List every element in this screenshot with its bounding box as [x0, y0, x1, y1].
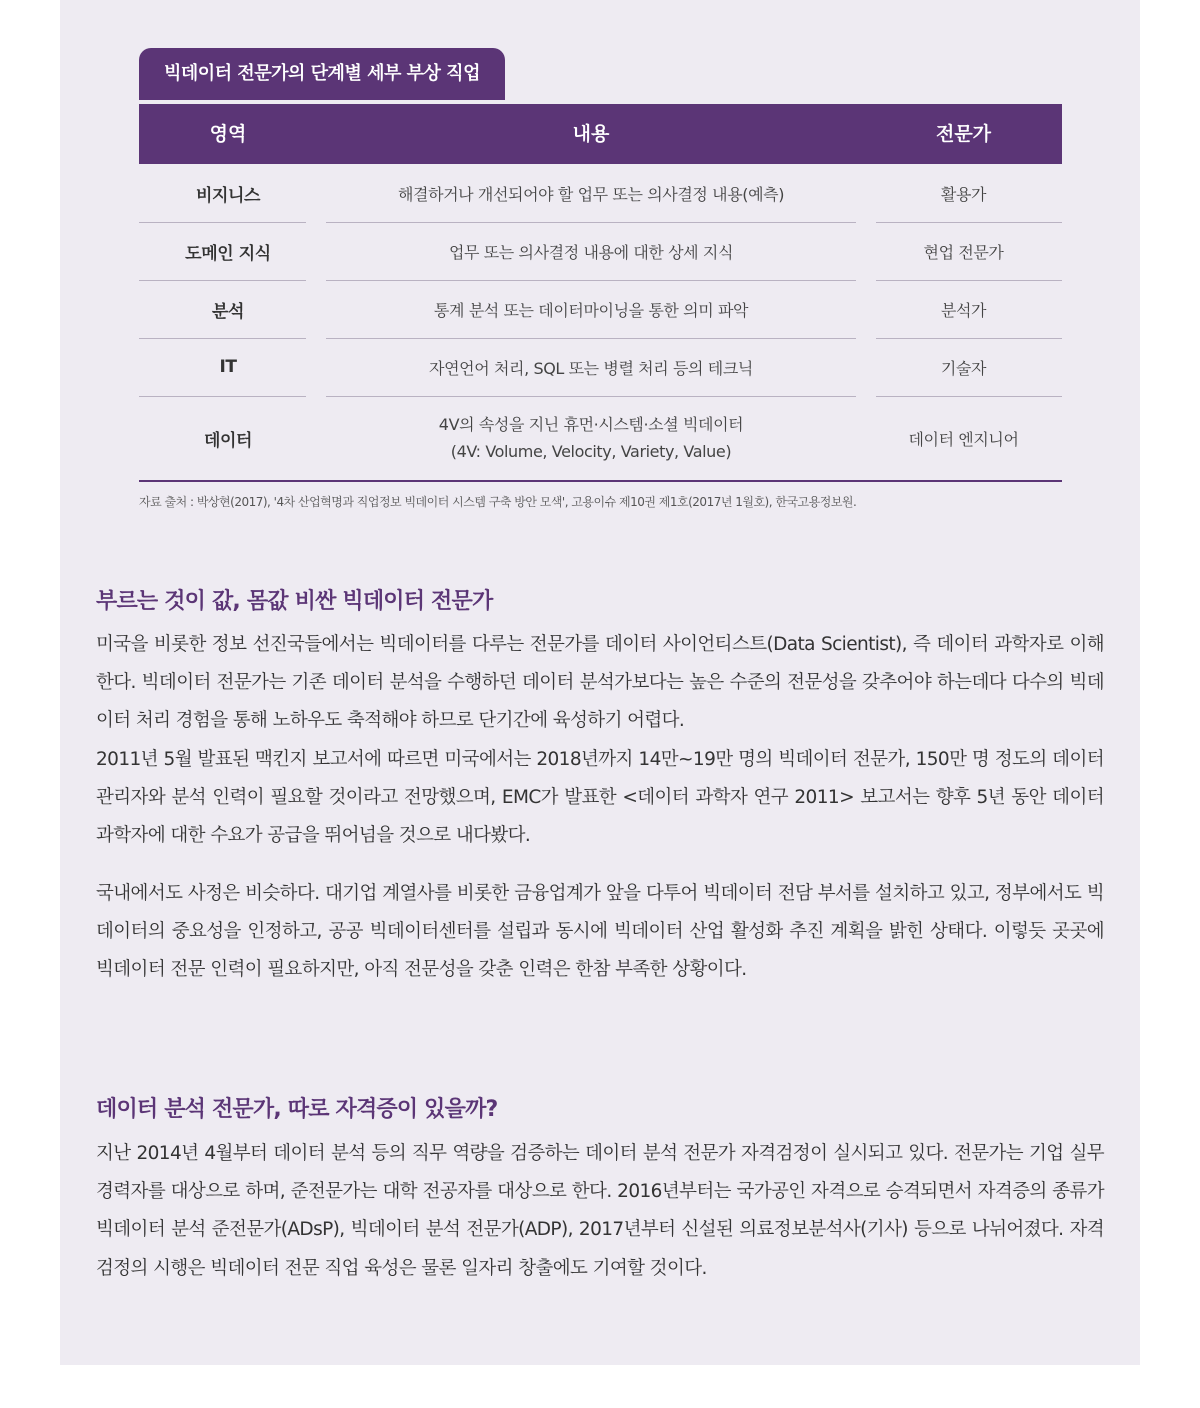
section-1-title: 부르는 것이 값, 몸값 비싼 빅데이터 전문가	[96, 589, 493, 614]
header-expert: 전문가	[865, 104, 1062, 164]
row-2-area: 도메인 지식	[185, 243, 271, 264]
row-5-expert: 데이터 엔지니어	[908, 429, 1019, 449]
row-4-content: 자연언어 처리, SQL 또는 병렬 처리 등의 테크닉	[429, 358, 753, 378]
row-3-area: 분석	[211, 301, 245, 322]
row-2-expert: 현업 전문가	[923, 242, 1004, 262]
section-1-paragraph-3: 국내에서도 사정은 비슷하다. 대기업 계열사를 비롯한 금융업계가 앞을 다투어 빅데이터 전담 부서를 설치하고 있고, 정부에서도 빅데이터의 중요성을 인정하고, 공공 빅데이터센터를 설립과 동시에 빅데이터 산업 활성화 추진 계획을 밝힌 상태다. 이렇듯 곳곳에 빅데이터 전문 인력이 필요하지만, 아직 전문성을 갖춘 인력은 한참 부족한 상황이다.	[96, 883, 1104, 981]
row-5-content	[317, 396, 865, 480]
header-content: 내용	[317, 104, 865, 164]
row-5-area: 데이터	[203, 430, 253, 451]
row-5-content-line-1: 4V의 속성을 지닌 휴먼·시스템·소셜 빅데이터	[438, 415, 744, 434]
table-source-note: 자료 출처 : 박상현(2017), '4차 산업혁명과 직업정보 빅데이터 시스템 구축 방안 모색', 고용이슈 제10권 제1호(2017년 1월호), 한국고용정보원.	[139, 495, 857, 509]
row-2-content: 업무 또는 의사결정 내용에 대한 상세 지식	[448, 242, 734, 262]
table-title-tab: 빅데이터 전문가의 단계별 세부 부상 직업	[139, 48, 505, 100]
row-1-area: 비지니스	[195, 185, 261, 206]
table-bottom-border	[139, 480, 1062, 482]
row-5-content-line-2: (4V: Volume, Velocity, Variety, Value)	[450, 442, 732, 461]
section-1-paragraph-2: 2011년 5월 발표된 맥킨지 보고서에 따르면 미국에서는 2018년까지 14만~19만 명의 빅데이터 전문가, 150만 명 정도의 데이터 관리자와 분석 인력이 필요할 것이라고 전망했으며, EMC가 발표한 <데이터 과학자 연구 2011> 보고서는 향후 5년 동안 데이터 과학자에 대한 수요가 공급을 뛰어넘을 것으로 내다봤다.	[96, 749, 1104, 847]
row-4-expert: 기술자	[940, 358, 987, 378]
row-1-expert: 활용가	[940, 184, 987, 204]
row-1-content: 해결하거나 개선되어야 할 업무 또는 의사결정 내용(예측)	[397, 184, 785, 204]
row-3-expert: 분석가	[940, 300, 987, 320]
row-4-area: IT	[219, 357, 237, 377]
section-2-title: 데이터 분석 전문가, 따로 자격증이 있을까?	[96, 1097, 498, 1122]
section-1-paragraph-1: 미국을 비롯한 정보 선진국들에서는 빅데이터를 다루는 전문가를 데이터 사이언티스트(Data Scientist), 즉 데이터 과학자로 이해한다. 빅데이터 전문가는 기존 데이터 분석을 수행하던 데이터 분석가보다는 높은 수준의 전문성을 갖추어야 하는데다 다수의 빅데이터 처리 경험을 통해 노하우도 축적해야 하므로 단기간에 육성하기 어렵다.	[96, 634, 1104, 732]
section-2-paragraph-1: 지난 2014년 4월부터 데이터 분석 등의 직무 역량을 검증하는 데이터 분석 전문가 자격검정이 실시되고 있다. 전문가는 기업 실무 경력자를 대상으로 하며, 준전문가는 대학 전공자를 대상으로 한다. 2016년부터는 국가공인 자격으로 승격되면서 자격증의 종류가 빅데이터 분석 준전문가(ADsP), 빅데이터 분석 전문가(ADP), 2017년부터 신설된 의료정보분석사(기사) 등으로 나뉘어졌다. 자격검정의 시행은 빅데이터 전문 직업 육성은 물론 일자리 창출에도 기여할 것이다.	[96, 1143, 1104, 1279]
row-3-content: 통계 분석 또는 데이터마이닝을 통한 의미 파악	[433, 300, 749, 320]
header-area: 영역	[139, 104, 317, 164]
